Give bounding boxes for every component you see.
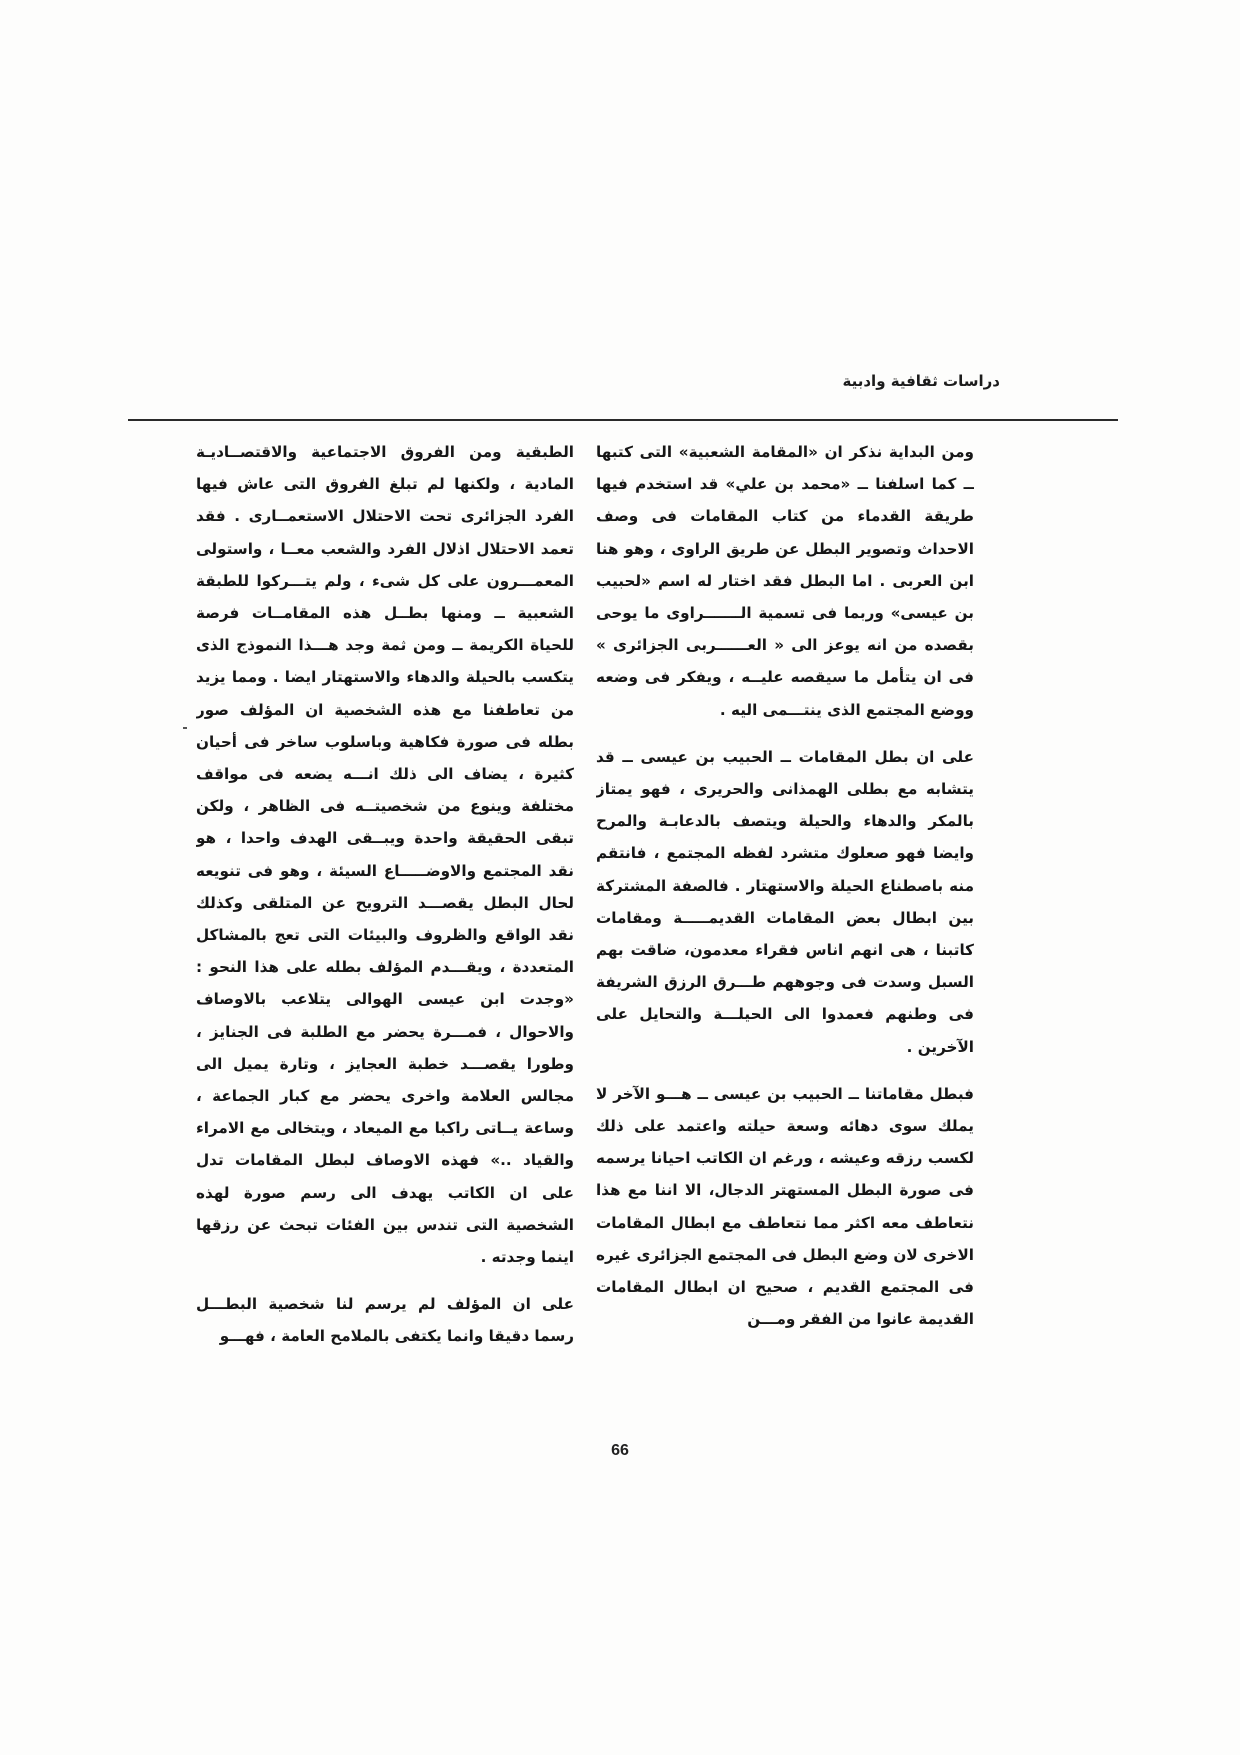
text-column-left bbox=[196, 436, 574, 1396]
running-header: دراسات ثقافية وادبية bbox=[842, 372, 1000, 390]
margin-mark bbox=[183, 727, 187, 729]
paragraph: فبطل مقاماتنا ــ الحبيب بن عيسى ــ هـــو الآخر لا يملك سوى دهائه وسعة حيلته واعتمد على ذلك لكسب رزقه وعيشه ، ورغم ان الكاتب احيانا يرسمه فى صورة البطل المستهتر الدجال، الا اننا مع هذا نتعاطف معه اكثر مما نتعاطف مع ابطال المقامات الاخرى لان وضع البطل فى المجتمع الجزائرى غيره فى المجتمع القديم ، صحيح ان ابطال المقامات القديمة عانوا من الفقر ومـــن bbox=[596, 1084, 974, 1329]
text-column-right bbox=[596, 436, 974, 1396]
paragraph: الطبقية ومن الفروق الاجتماعية والاقتصــاديـة المادية ، ولكنها لم تبلغ الفروق التى عاش فيها الفرد الجزائرى تحت الاحتلال الاستعمــارى . فقد تعمد الاحتلال اذلال الفرد والشعب معــا ، واستولى المعمـــرون على كل شىء ، ولم يتـــركوا للطبقة الشعبية ــ ومنها بطــل هذه المقامــات فرصة للحياة الكريمة ــ ومن ثمة وجد هـــذا النموذج الذى يتكسب بالحيلة والدهاء والاستهتار ايضا . ومما يزيد من تعاطفنا مع هذه الشخصية ان المؤلف صور بطله فى صورة فكاهية وباسلوب ساخر فى أحيان كثيرة ، يضاف الى ذلك انـــه يضعه فى مواقف مختلفة وينوع من شخصيتــه فى الظاهر ، ولكن تبقى الحقيقة واحدة ويبــقى الهدف واحدا ، هو نقد المجتمع والاوضـــــاع السيئة ، وهو فى تنويعه لحال البطل يقصـــد الترويح عن المتلقى وكذلك نقد الواقع والظروف والبيئات التى تعج بالمشاكل المتعددة ، ويقـــدم المؤلف بطله على هذا النحو : «وجدت ابن عيسى الهوالى يتلاعب بالاوصاف والاحوال ، فمـــرة يحضر مع الطلبة فى الجنايز ، وطورا يقصـــد خطبة العجايز ، وتارة يميل الى مجالس العلامة واخرى يحضر مع كبار الجماعة ، وساعة يــاتى راكبا مع الميعاد ، ويتخالى مع الامراء والقياد ..» فهذه الاوصاف لبطل المقامات تدل على ان الكاتب يهدف الى رسم صورة لهذه الشخصية التى تندس بين الفئات تبحث عن رزقها اينما وجدته . bbox=[196, 443, 574, 1267]
paragraph: ومن البداية نذكر ان «المقامة الشعبية» التى كتبها ــ كما اسلفنا ــ «محمد بن علي» قد استخدم فيها طريقة القدماء من كتاب المقامات فى وصف الاحداث وتصوير البطل عن طريق الراوى ، وهو هنا ابن العربى . اما البطل فقد اختار له اسم «لحبيب بن عيسى» وربما فى تسمية الـــــــراوى ما يوحى بقصده من انه يوعز الى « العــــــربى الجزائرى » فى ان يتأمل ما سيقصه عليــه ، ويفكر فى وضعه ووضع المجتمع الذى ينتـــمى اليه . bbox=[596, 443, 974, 719]
header-divider bbox=[128, 419, 1118, 421]
paragraph: على ان بطل المقامات ــ الحبيب بن عيسى ــ قد يتشابه مع بطلى الهمذانى والحريرى ، فهو يمتاز بالمكر والدهاء والحيلة ويتصف بالدعابـة والمرح وايضا فهو صعلوك متشرد لفظه المجتمع ، فانتقم منه باصطناع الحيلة والاستهتار . فالصفة المشتركة بين ابطال بعض المقامات القديمـــــة ومقامات كاتبنا ، هى انهم اناس فقراء معدمون، ضاقت بهم السبل وسدت فى وجوههم طـــرق الرزق الشريفة فى وطنهم فعمدوا الى الحيلـــة والتحايل على الآخرين . bbox=[596, 747, 974, 1056]
page-number: 66 bbox=[611, 1442, 629, 1459]
paragraph: على ان المؤلف لم يرسم لنا شخصية البطـــل رسما دقيقا وانما يكتفى بالملامح العامة ، فهـــو bbox=[196, 1295, 574, 1346]
